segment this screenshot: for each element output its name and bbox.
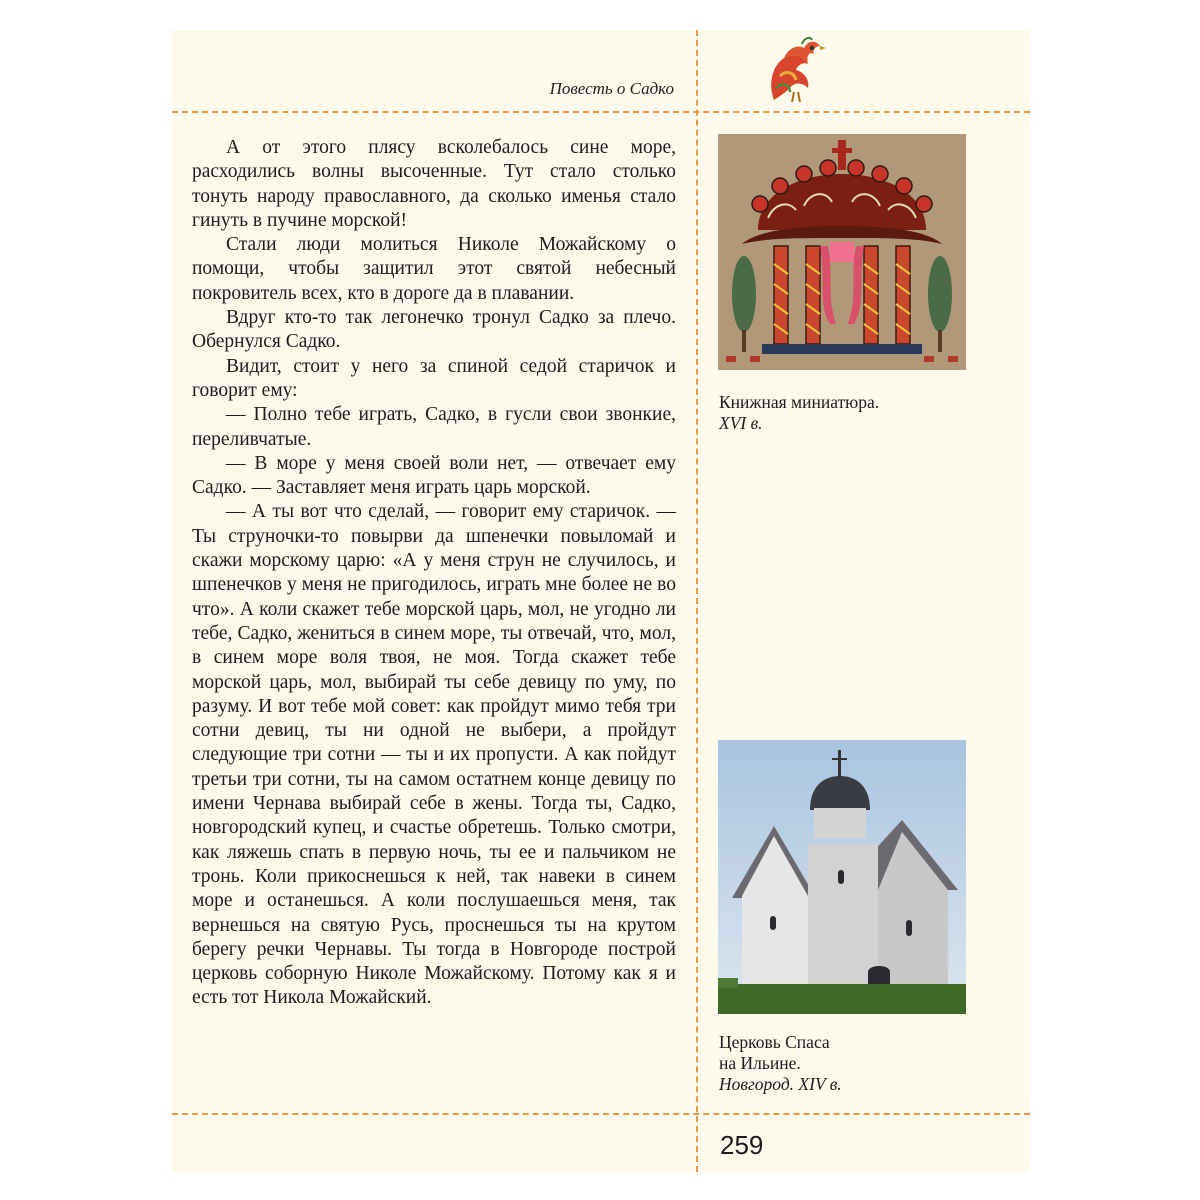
caption-line: Церковь Спаса — [719, 1032, 830, 1052]
page-number: 259 — [720, 1130, 764, 1160]
caption-date: XVI в. — [719, 413, 763, 433]
church-photo — [718, 740, 966, 1014]
footer-rule — [172, 1113, 1030, 1115]
paragraph: Стали люди молиться Николе Можайскому о помощи, чтобы защитил этот святой небесный покровитель всех, кто в дороге да в плавании. — [192, 234, 676, 304]
header-rule — [172, 111, 1030, 113]
paragraph: — Полно тебе играть, Садко, в гусли свои звонкие, переливчатые. — [192, 404, 676, 450]
caption-place-date: Новгород. XIV в. — [719, 1074, 842, 1094]
paragraph: — В море у меня своей воли нет, — отвечает ему Садко. — Заставляет меня играть царь морской. — [192, 452, 676, 499]
paragraph: — А ты вот что сделай, — говорит ему старичок. — Ты струночки-то повырви да шпенечки повыломай и скажи морскому царю: «А у меня струн не случилось, и шпенечков у меня не пригодилось, играть мне более не во что». А коли скажет тебе морской царь, мол, не угодно ли тебе, Садко, жениться в синем море, ты отвечай, что, мол, в синем море воля твоя, не моя. Тогда скажет тебе морской царь, мол, выбирай ты себе девицу по уму, по разуму. И вот тебе мой совет: как пройдут мимо тебя три сотни девиц, ты ни одной не выбери, а пройдут следующие три сотни — ты и их пропусти. А как пойдут третьи три сотни, ты на самом остатнем конце девицу по имени Чернава выбирай себе в жены. Тогда ты, Садко, новгородский купец, и счастье обретешь. Только смотри, как ляжешь спать в первую ночь, ты ее и пальчиком не тронь. Коли прикоснешься к ней, так навеки в синем море и останешься. А коли послушаешься меня, так вернешься на святую Русь, проснешься ты на крутом берегу речки Чернавы. Ты тогда в Новгороде построй церковь соборную Николе Можайскому. Потому как я и есть тот Никола Можайский. — [192, 501, 676, 1009]
miniature-illustration — [718, 134, 966, 370]
figure-caption — [719, 392, 979, 434]
column-divider — [696, 30, 698, 1172]
paragraph: Вдруг кто-то так легонечко тронул Садко за плечо. Обернулся Садко. — [192, 307, 676, 353]
main-text — [192, 136, 676, 1011]
caption-line: на Ильине. — [719, 1053, 801, 1073]
caption-line: Книжная миниатюра. — [719, 392, 880, 412]
paragraph: Видит, стоит у него за спиной седой старичок и говорит ему: — [192, 355, 676, 401]
figure-caption — [719, 1032, 979, 1095]
firebird-ornament-icon — [764, 36, 826, 104]
running-title: Повесть о Садко — [549, 79, 674, 98]
paragraph: А от этого плясу всколебалось сине море, расходились волны высоченные. Тут стало столько тонуть народу православного, да сколько именья стало гинуть в пучине морской! — [192, 137, 676, 231]
